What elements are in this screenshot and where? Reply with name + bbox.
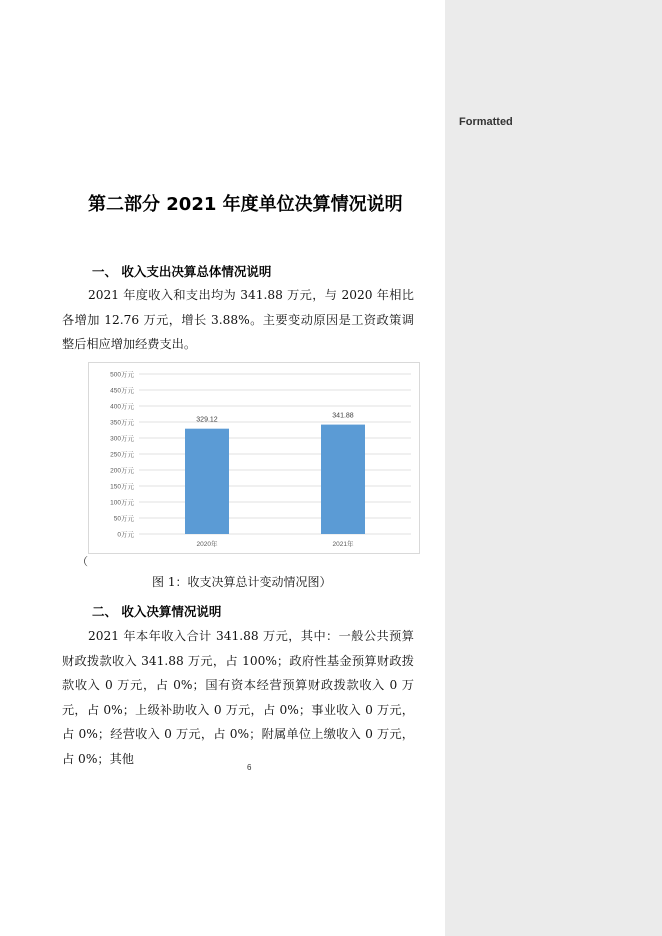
y-tick-label: 400万元 (110, 403, 134, 411)
y-tick-label: 350万元 (110, 419, 134, 427)
y-tick-label: 0万元 (117, 531, 134, 539)
stray-paren: （ (77, 555, 88, 568)
bar (321, 425, 365, 534)
data-label: 329.12 (196, 416, 218, 424)
y-tick-label: 500万元 (110, 371, 134, 379)
income-expense-chart (88, 362, 420, 554)
comment-label: Formatted (459, 116, 513, 128)
section2-heading: 二、 收入决算情况说明 (92, 604, 222, 619)
y-tick-label: 50万元 (113, 515, 134, 523)
x-tick-label: 2021年 (332, 541, 354, 548)
section2-paragraph: 2021 年本年收入合计 341.88 万元，其中：一般公共预算财政拨款收入 341.88 万元，占 100%；政府性基金预算财政拨款收入 0 万元，占 0%；国有资本经营预算财政拨款收入 0 万元，占 0%；上级补助收入 0 万元，占 0%；事业收入 0 万元，占 0%；经营收入 0 万元，占 0%；附属单位上缴收入 0 万元，占 0%；其他 (62, 629, 414, 766)
data-label: 341.88 (332, 412, 354, 420)
y-tick-label: 450万元 (110, 387, 134, 395)
y-tick-label: 300万元 (110, 435, 134, 443)
y-tick-label: 100万元 (110, 499, 134, 507)
y-tick-label: 250万元 (110, 451, 134, 459)
bar (185, 429, 229, 534)
page-title: 第二部分 2021 年度单位决算情况说明 (88, 194, 403, 215)
y-tick-label: 200万元 (110, 467, 134, 475)
figure-caption: 图 1：收支决算总计变动情况图） (152, 575, 332, 589)
page-number: 6 (247, 763, 252, 772)
section1-paragraph: 2021 年度收入和支出均为 341.88 万元，与 2020 年相比各增加 12.76 万元，增长 3.88%。主要变动原因是工资政策调整后相应增加经费支出。 (62, 288, 414, 351)
section1-heading: 一、 收入支出决算总体情况说明 (92, 264, 272, 279)
y-tick-label: 150万元 (110, 483, 134, 491)
x-tick-label: 2020年 (196, 541, 218, 548)
comment-pane (445, 0, 662, 936)
chart-svg (89, 363, 419, 553)
